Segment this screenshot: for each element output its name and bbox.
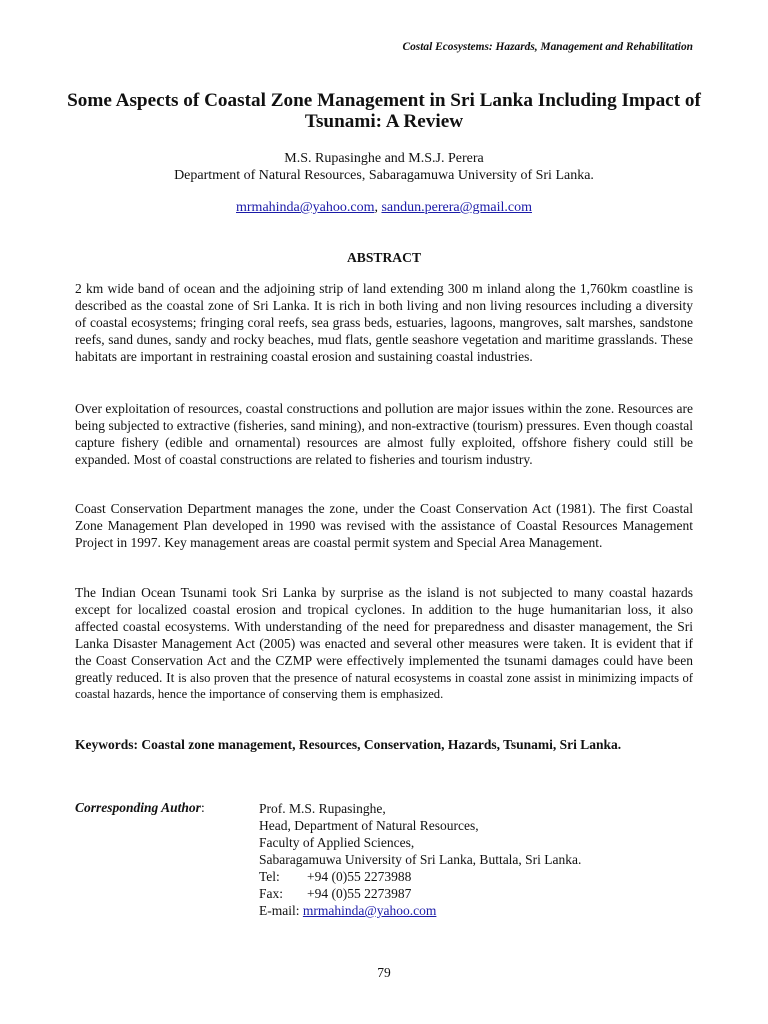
corresponding-author-details — [259, 800, 699, 919]
abstract-paragraph-4-main: The Indian Ocean Tsunami took Sri Lanka by surprise as the island is not subjected to many coastal hazards except for localized coastal erosion and tropical cyclones. In addition to the huge humanitarian loss, it also affected coastal ecosystems. With understanding of the need for preparedness and disaster management, the Sri Lanka Disaster Management Act (2005) was enacted and several other measures were taken. It is evident that if the Coast Conservation Act and the CZMP were effectively implemented the tsunami damages could have been greatly reduced. It — [75, 585, 693, 685]
corresponding-author-colon: : — [200, 800, 205, 815]
corr-university: Sabaragamuwa University of Sri Lanka, Buttala, Sri Lanka. — [259, 852, 582, 867]
abstract-paragraph-3: Coast Conservation Department manages the zone, under the Coast Conservation Act (1981). The first Coastal Zone Management Plan developed in 1990 was revised with the assistance of Coastal Resources Management Project in 1997. Key management areas are coastal permit system and Special Area Management. — [75, 501, 693, 550]
corr-fax — [259, 885, 699, 902]
author-emails — [60, 200, 708, 216]
corr-faculty: Faculty of Applied Sciences, — [259, 835, 415, 850]
corr-position: Head, Department of Natural Resources, — [259, 818, 479, 833]
corresponding-author-label-text: Corresponding Author — [75, 800, 201, 815]
abstract-paragraph-2: Over exploitation of resources, coastal constructions and pollution are major issues within the zone. Resources are being subjected to extractive (fisheries, sand mining), and non-extractive (tourism) pressures. Even though coastal capture fishery (edible and ornamental) resources are almost fully exploited, offshore fishery could still be expanded. Most of coastal constructions are related to fisheries and tourism industry. — [75, 401, 693, 467]
email-link-first[interactable]: mrmahinda@yahoo.com — [236, 200, 375, 215]
corr-fax-label: Fax: — [259, 886, 284, 901]
corr-tel-value: +94 (0)55 2273988 — [307, 869, 412, 884]
corr-email-label: E-mail: — [259, 903, 303, 918]
paper-title: Some Aspects of Coastal Zone Management in Sri Lanka Including Impact of Tsunami: A Review — [67, 90, 701, 132]
corr-name: Prof. M.S. Rupasinghe, — [259, 801, 386, 816]
author-names: M.S. Rupasinghe and M.S.J. Perera — [284, 151, 484, 166]
abstract-paragraph-1: 2 km wide band of ocean and the adjoining strip of land extending 300 m inland along the 1,760km coastline is described as the coastal zone of Sri Lanka. It is rich in both living and non living resources including a diversity of coastal ecosystems; fringing coral reefs, sea grass beds, estuaries, lagoons, mangroves, salt marshes, sandstone reefs, sand dunes, sandy and rocky beaches, mud flats, gentle seashore vegetation and maritime grasslands. These habitats are important in restraining coastal erosion and sustaining coastal industries. — [75, 281, 693, 364]
corr-tel-label: Tel: — [259, 869, 280, 884]
corr-fax-value: +94 (0)55 2273987 — [307, 886, 412, 901]
corresponding-author-label — [75, 800, 205, 816]
abstract-paragraph-4-tail: is also proven that the presence of natural ecosystems in coastal zone assist in minimizing impacts of coastal hazards, hence the importance of conserving them is emphasized. — [75, 670, 694, 702]
email-link-second[interactable]: sandun.perera@gmail.com — [381, 200, 532, 215]
corr-email — [259, 902, 699, 919]
abstract-paragraph-4 — [75, 585, 693, 703]
page-number: 79 — [377, 965, 391, 980]
corr-tel — [259, 868, 699, 885]
running-head: Costal Ecosystems: Hazards, Management and Rehabilitation — [402, 41, 693, 53]
keywords: Keywords: Coastal zone management, Resources, Conservation, Hazards, Tsunami, Sri Lanka. — [75, 737, 622, 752]
author-block — [60, 150, 708, 184]
author-affiliation: Department of Natural Resources, Sabaragamuwa University of Sri Lanka. — [174, 168, 594, 183]
corr-email-link[interactable]: mrmahinda@yahoo.com — [302, 903, 437, 918]
abstract-heading: ABSTRACT — [346, 250, 422, 265]
email-separator: , — [374, 200, 382, 215]
